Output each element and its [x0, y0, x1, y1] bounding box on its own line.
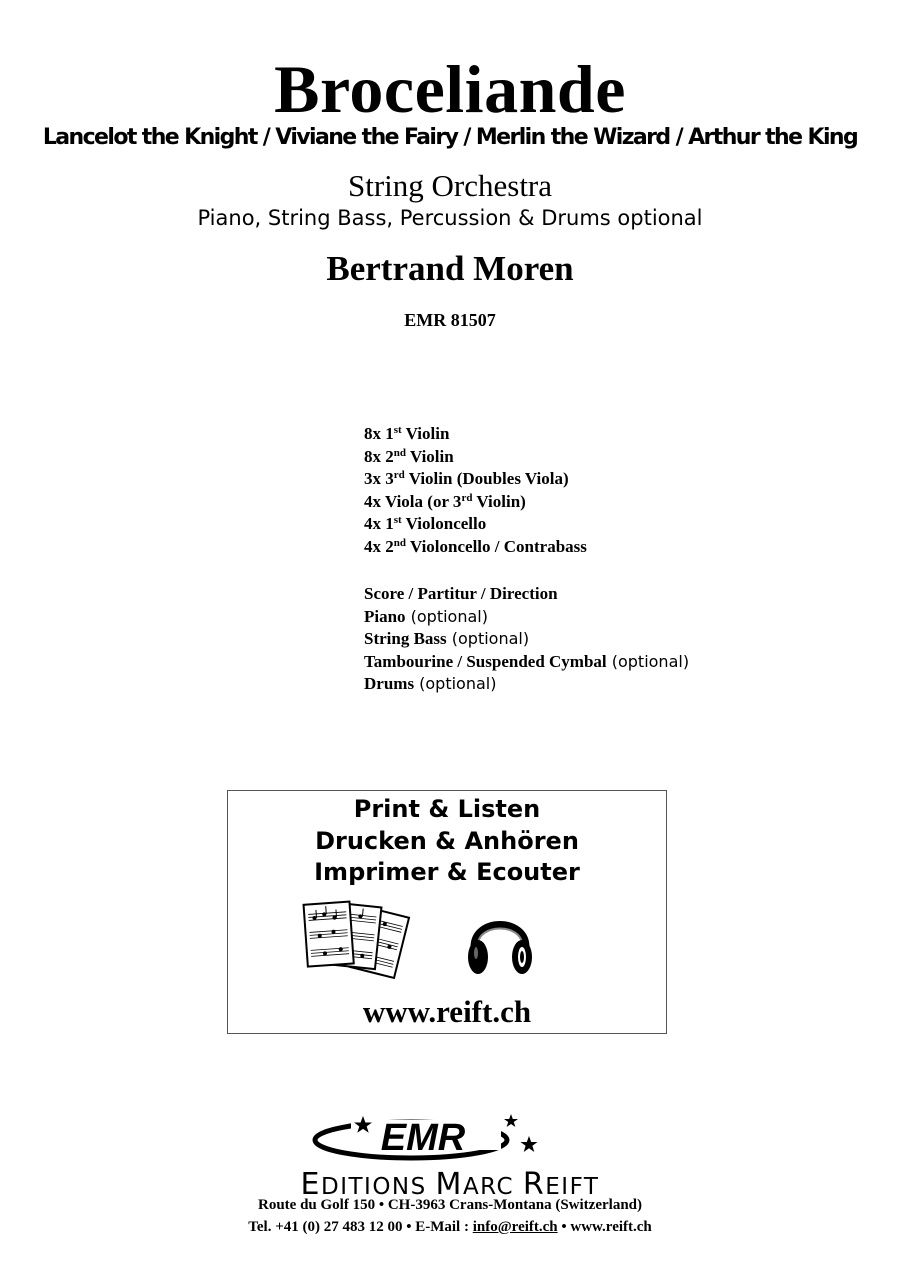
part-row: 3x 3rd Violin (Doubles Viola) — [364, 469, 569, 489]
part-row: Piano (optional) — [364, 606, 488, 626]
composer: Bertrand Moren — [326, 249, 574, 288]
part-row: 4x 1st Violoncello — [364, 514, 487, 534]
string-parts-list — [364, 423, 587, 559]
page-title: Broceliande — [274, 51, 626, 127]
part-row: 8x 2nd Violin — [364, 446, 454, 466]
promo-print-listen: Print & Listen — [353, 795, 541, 823]
part-row: 4x 2nd Violoncello / Contrabass — [364, 536, 587, 556]
subtitle: Lancelot the Knight / Viviane the Fairy / Merlin the Wizard / Arthur the King — [42, 125, 858, 150]
email-link[interactable]: info@reift.ch — [472, 1219, 558, 1235]
part-row: Score / Partitur / Direction — [364, 584, 558, 603]
publisher-contact: Tel. +41 (0) 27 483 12 00 • E-Mail : info@reift.ch • www.reift.ch — [248, 1219, 652, 1235]
part-row: Drums (optional) — [364, 674, 497, 694]
part-row: Tambourine / Suspended Cymbal (optional) — [364, 651, 690, 671]
promo-drucken-anhoeren: Drucken & Anhören — [315, 827, 579, 855]
part-row: 4x Viola (or 3rd Violin) — [364, 491, 526, 511]
emr-logo — [311, 1110, 543, 1162]
other-parts-list — [364, 583, 689, 696]
catalog-number: EMR 81507 — [404, 310, 496, 330]
publisher-address: Route du Golf 150 • CH-3963 Crans-Montana (Switzerland) — [258, 1197, 642, 1213]
part-row: String Bass (optional) — [364, 629, 530, 649]
sheet-music-icon — [300, 899, 412, 979]
promo-imprimer-ecouter: Imprimer & Ecouter — [314, 858, 580, 886]
emr-logo-text: EMR — [380, 1117, 466, 1159]
part-row: 8x 1st Violin — [364, 424, 450, 443]
ensemble: String Orchestra — [347, 168, 553, 203]
publisher-name: EDITIONS MARC REIFT — [300, 1167, 600, 1202]
headphones-icon — [464, 903, 536, 979]
print-listen-box — [227, 790, 667, 1034]
promo-url[interactable]: www.reift.ch — [362, 994, 532, 1029]
optional-instruments: Piano, String Bass, Percussion & Drums optional — [197, 206, 703, 230]
